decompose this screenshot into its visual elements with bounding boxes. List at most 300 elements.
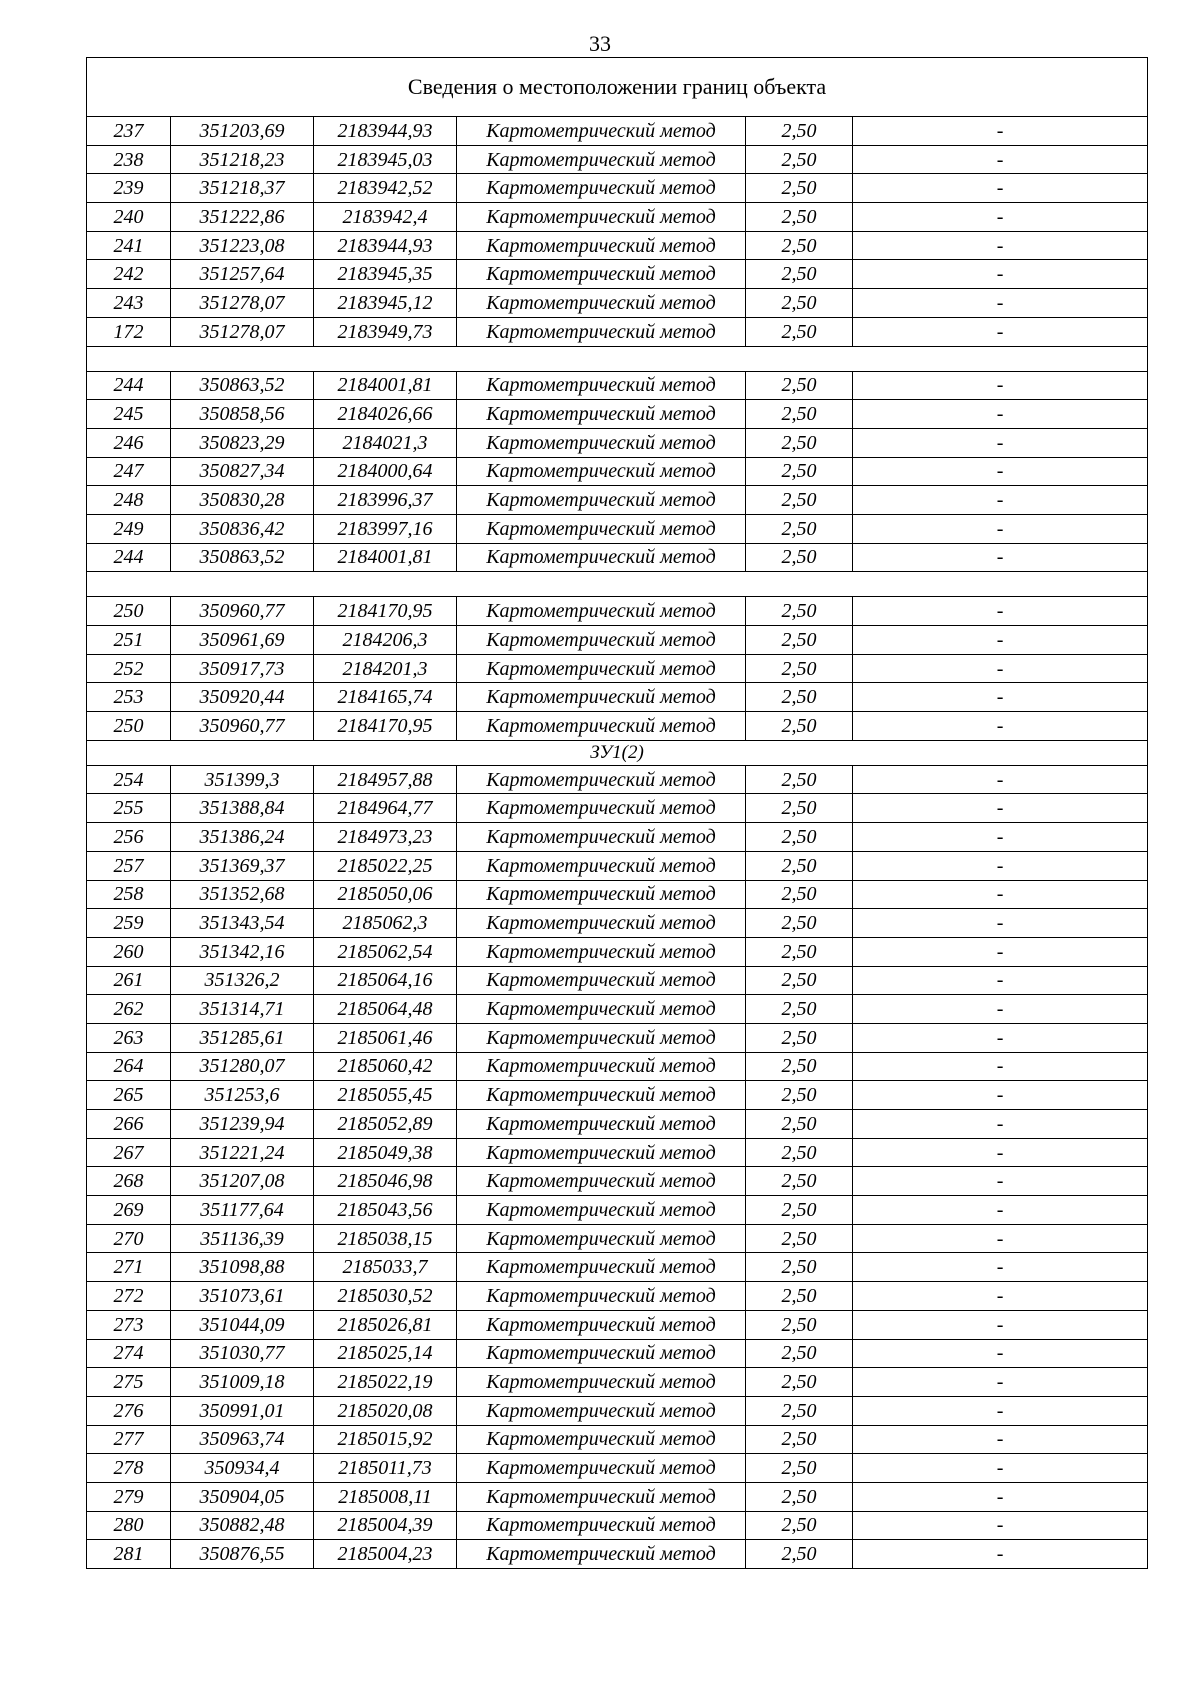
table-row	[87, 317, 1148, 346]
description-cell: -	[853, 1282, 1148, 1311]
y-coordinate-cell: 2185060,42	[314, 1052, 457, 1081]
method-cell: Картометрический метод	[457, 1023, 746, 1052]
method-cell: Картометрический метод	[457, 1482, 746, 1511]
table-row	[87, 851, 1148, 880]
x-coordinate-cell: 351239,94	[171, 1110, 314, 1139]
table-row	[87, 765, 1148, 794]
x-coordinate-cell: 351326,2	[171, 966, 314, 995]
table-row	[87, 543, 1148, 572]
method-cell: Картометрический метод	[457, 851, 746, 880]
method-cell: Картометрический метод	[457, 289, 746, 318]
table-row	[87, 1425, 1148, 1454]
y-coordinate-cell: 2185046,98	[314, 1167, 457, 1196]
table-row	[87, 712, 1148, 741]
table-row	[87, 231, 1148, 260]
y-coordinate-cell: 2185022,25	[314, 851, 457, 880]
accuracy-cell: 2,50	[746, 1282, 853, 1311]
x-coordinate-cell: 350836,42	[171, 514, 314, 543]
x-coordinate-cell: 351073,61	[171, 1282, 314, 1311]
method-cell: Картометрический метод	[457, 995, 746, 1024]
x-coordinate-cell: 350960,77	[171, 597, 314, 626]
method-cell: Картометрический метод	[457, 514, 746, 543]
accuracy-cell: 2,50	[746, 1368, 853, 1397]
accuracy-cell: 2,50	[746, 794, 853, 823]
table-row	[87, 626, 1148, 655]
contour-separator-row	[87, 572, 1148, 597]
x-coordinate-cell: 351352,68	[171, 880, 314, 909]
x-coordinate-cell: 350920,44	[171, 683, 314, 712]
description-cell: -	[853, 203, 1148, 232]
table-row	[87, 937, 1148, 966]
y-coordinate-cell: 2185033,7	[314, 1253, 457, 1282]
point-number-cell: 244	[87, 543, 171, 572]
description-cell: -	[853, 1482, 1148, 1511]
table-row	[87, 203, 1148, 232]
x-coordinate-cell: 350917,73	[171, 654, 314, 683]
table-row	[87, 1396, 1148, 1425]
method-cell: Картометрический метод	[457, 1081, 746, 1110]
y-coordinate-cell: 2185011,73	[314, 1454, 457, 1483]
point-number-cell: 276	[87, 1396, 171, 1425]
point-number-cell: 256	[87, 823, 171, 852]
description-cell: -	[853, 1167, 1148, 1196]
x-coordinate-cell: 350830,28	[171, 486, 314, 515]
accuracy-cell: 2,50	[746, 851, 853, 880]
accuracy-cell: 2,50	[746, 457, 853, 486]
accuracy-cell: 2,50	[746, 683, 853, 712]
section-label: ЗУ1(2)	[87, 740, 1148, 765]
point-number-cell: 279	[87, 1482, 171, 1511]
y-coordinate-cell: 2183945,35	[314, 260, 457, 289]
method-cell: Картометрический метод	[457, 1224, 746, 1253]
table-row	[87, 654, 1148, 683]
x-coordinate-cell: 350963,74	[171, 1425, 314, 1454]
accuracy-cell: 2,50	[746, 1224, 853, 1253]
table-row	[87, 1081, 1148, 1110]
table-row	[87, 457, 1148, 486]
description-cell: -	[853, 823, 1148, 852]
point-number-cell: 248	[87, 486, 171, 515]
accuracy-cell: 2,50	[746, 1196, 853, 1225]
description-cell: -	[853, 1224, 1148, 1253]
method-cell: Картометрический метод	[457, 597, 746, 626]
y-coordinate-cell: 2184170,95	[314, 712, 457, 741]
page-number: 33	[589, 31, 611, 56]
accuracy-cell: 2,50	[746, 1253, 853, 1282]
x-coordinate-cell: 351386,24	[171, 823, 314, 852]
accuracy-cell: 2,50	[746, 1339, 853, 1368]
y-coordinate-cell: 2184001,81	[314, 371, 457, 400]
y-coordinate-cell: 2184964,77	[314, 794, 457, 823]
x-coordinate-cell: 350876,55	[171, 1540, 314, 1569]
x-coordinate-cell: 350961,69	[171, 626, 314, 655]
method-cell: Картометрический метод	[457, 1540, 746, 1569]
method-cell: Картометрический метод	[457, 937, 746, 966]
y-coordinate-cell: 2184021,3	[314, 428, 457, 457]
accuracy-cell: 2,50	[746, 597, 853, 626]
table-row	[87, 966, 1148, 995]
x-coordinate-cell: 351221,24	[171, 1138, 314, 1167]
method-cell: Картометрический метод	[457, 428, 746, 457]
accuracy-cell: 2,50	[746, 203, 853, 232]
method-cell: Картометрический метод	[457, 1511, 746, 1540]
y-coordinate-cell: 2183944,93	[314, 231, 457, 260]
description-cell: -	[853, 966, 1148, 995]
y-coordinate-cell: 2185038,15	[314, 1224, 457, 1253]
point-number-cell: 269	[87, 1196, 171, 1225]
point-number-cell: 278	[87, 1454, 171, 1483]
table-row	[87, 909, 1148, 938]
description-cell: -	[853, 1052, 1148, 1081]
table-row	[87, 145, 1148, 174]
accuracy-cell: 2,50	[746, 289, 853, 318]
point-number-cell: 267	[87, 1138, 171, 1167]
table-body	[87, 58, 1148, 1569]
method-cell: Картометрический метод	[457, 683, 746, 712]
description-cell: -	[853, 626, 1148, 655]
x-coordinate-cell: 351222,86	[171, 203, 314, 232]
x-coordinate-cell: 351369,37	[171, 851, 314, 880]
method-cell: Картометрический метод	[457, 543, 746, 572]
accuracy-cell: 2,50	[746, 880, 853, 909]
description-cell: -	[853, 937, 1148, 966]
point-number-cell: 273	[87, 1310, 171, 1339]
point-number-cell: 240	[87, 203, 171, 232]
point-number-cell: 261	[87, 966, 171, 995]
method-cell: Картометрический метод	[457, 794, 746, 823]
description-cell: -	[853, 543, 1148, 572]
point-number-cell: 251	[87, 626, 171, 655]
table-row	[87, 1224, 1148, 1253]
y-coordinate-cell: 2184170,95	[314, 597, 457, 626]
point-number-cell: 172	[87, 317, 171, 346]
accuracy-cell: 2,50	[746, 428, 853, 457]
table-row	[87, 1023, 1148, 1052]
y-coordinate-cell: 2184206,3	[314, 626, 457, 655]
table-row	[87, 1167, 1148, 1196]
method-cell: Картометрический метод	[457, 371, 746, 400]
table-row	[87, 117, 1148, 146]
x-coordinate-cell: 350858,56	[171, 400, 314, 429]
x-coordinate-cell: 350882,48	[171, 1511, 314, 1540]
method-cell: Картометрический метод	[457, 400, 746, 429]
accuracy-cell: 2,50	[746, 400, 853, 429]
accuracy-cell: 2,50	[746, 909, 853, 938]
y-coordinate-cell: 2183949,73	[314, 317, 457, 346]
description-cell: -	[853, 1511, 1148, 1540]
description-cell: -	[853, 1310, 1148, 1339]
table-row	[87, 1052, 1148, 1081]
x-coordinate-cell: 351098,88	[171, 1253, 314, 1282]
description-cell: -	[853, 428, 1148, 457]
table-row	[87, 289, 1148, 318]
description-cell: -	[853, 1253, 1148, 1282]
x-coordinate-cell: 351399,3	[171, 765, 314, 794]
method-cell: Картометрический метод	[457, 1310, 746, 1339]
description-cell: -	[853, 371, 1148, 400]
table-row	[87, 371, 1148, 400]
point-number-cell: 275	[87, 1368, 171, 1397]
table-row	[87, 428, 1148, 457]
y-coordinate-cell: 2184973,23	[314, 823, 457, 852]
point-number-cell: 281	[87, 1540, 171, 1569]
method-cell: Картометрический метод	[457, 117, 746, 146]
point-number-cell: 258	[87, 880, 171, 909]
table-row	[87, 1368, 1148, 1397]
point-number-cell: 280	[87, 1511, 171, 1540]
description-cell: -	[853, 400, 1148, 429]
y-coordinate-cell: 2184201,3	[314, 654, 457, 683]
point-number-cell: 250	[87, 597, 171, 626]
x-coordinate-cell: 350863,52	[171, 543, 314, 572]
method-cell: Картометрический метод	[457, 231, 746, 260]
accuracy-cell: 2,50	[746, 317, 853, 346]
y-coordinate-cell: 2185025,14	[314, 1339, 457, 1368]
method-cell: Картометрический метод	[457, 1339, 746, 1368]
accuracy-cell: 2,50	[746, 1110, 853, 1139]
table-row	[87, 1339, 1148, 1368]
method-cell: Картометрический метод	[457, 457, 746, 486]
x-coordinate-cell: 351343,54	[171, 909, 314, 938]
accuracy-cell: 2,50	[746, 145, 853, 174]
y-coordinate-cell: 2185043,56	[314, 1196, 457, 1225]
table-row	[87, 683, 1148, 712]
accuracy-cell: 2,50	[746, 174, 853, 203]
method-cell: Картометрический метод	[457, 1253, 746, 1282]
point-number-cell: 239	[87, 174, 171, 203]
table-row	[87, 880, 1148, 909]
method-cell: Картометрический метод	[457, 1167, 746, 1196]
x-coordinate-cell: 350904,05	[171, 1482, 314, 1511]
x-coordinate-cell: 351223,08	[171, 231, 314, 260]
accuracy-cell: 2,50	[746, 514, 853, 543]
x-coordinate-cell: 351342,16	[171, 937, 314, 966]
point-number-cell: 266	[87, 1110, 171, 1139]
point-number-cell: 241	[87, 231, 171, 260]
y-coordinate-cell: 2185030,52	[314, 1282, 457, 1311]
method-cell: Картометрический метод	[457, 626, 746, 655]
x-coordinate-cell: 351280,07	[171, 1052, 314, 1081]
description-cell: -	[853, 117, 1148, 146]
table-row	[87, 514, 1148, 543]
point-number-cell: 250	[87, 712, 171, 741]
table-row	[87, 1511, 1148, 1540]
description-cell: -	[853, 1368, 1148, 1397]
y-coordinate-cell: 2185049,38	[314, 1138, 457, 1167]
x-coordinate-cell: 351177,64	[171, 1196, 314, 1225]
description-cell: -	[853, 765, 1148, 794]
description-cell: -	[853, 1081, 1148, 1110]
description-cell: -	[853, 486, 1148, 515]
accuracy-cell: 2,50	[746, 937, 853, 966]
method-cell: Картометрический метод	[457, 1368, 746, 1397]
x-coordinate-cell: 351314,71	[171, 995, 314, 1024]
y-coordinate-cell: 2185052,89	[314, 1110, 457, 1139]
point-number-cell: 244	[87, 371, 171, 400]
table-row	[87, 1138, 1148, 1167]
description-cell: -	[853, 794, 1148, 823]
accuracy-cell: 2,50	[746, 823, 853, 852]
x-coordinate-cell: 350960,77	[171, 712, 314, 741]
point-number-cell: 253	[87, 683, 171, 712]
point-number-cell: 264	[87, 1052, 171, 1081]
accuracy-cell: 2,50	[746, 626, 853, 655]
accuracy-cell: 2,50	[746, 1167, 853, 1196]
accuracy-cell: 2,50	[746, 966, 853, 995]
accuracy-cell: 2,50	[746, 1138, 853, 1167]
y-coordinate-cell: 2185064,16	[314, 966, 457, 995]
point-number-cell: 265	[87, 1081, 171, 1110]
description-cell: -	[853, 174, 1148, 203]
method-cell: Картометрический метод	[457, 1052, 746, 1081]
x-coordinate-cell: 351136,39	[171, 1224, 314, 1253]
method-cell: Картометрический метод	[457, 823, 746, 852]
point-number-cell: 242	[87, 260, 171, 289]
x-coordinate-cell: 351009,18	[171, 1368, 314, 1397]
description-cell: -	[853, 597, 1148, 626]
y-coordinate-cell: 2184001,81	[314, 543, 457, 572]
y-coordinate-cell: 2183944,93	[314, 117, 457, 146]
table-row	[87, 1196, 1148, 1225]
accuracy-cell: 2,50	[746, 1482, 853, 1511]
x-coordinate-cell: 351253,6	[171, 1081, 314, 1110]
x-coordinate-cell: 351203,69	[171, 117, 314, 146]
accuracy-cell: 2,50	[746, 543, 853, 572]
description-cell: -	[853, 851, 1148, 880]
point-number-cell: 249	[87, 514, 171, 543]
accuracy-cell: 2,50	[746, 1052, 853, 1081]
accuracy-cell: 2,50	[746, 1425, 853, 1454]
x-coordinate-cell: 351278,07	[171, 289, 314, 318]
accuracy-cell: 2,50	[746, 1310, 853, 1339]
description-cell: -	[853, 514, 1148, 543]
y-coordinate-cell: 2185020,08	[314, 1396, 457, 1425]
description-cell: -	[853, 712, 1148, 741]
x-coordinate-cell: 351257,64	[171, 260, 314, 289]
table-row	[87, 260, 1148, 289]
description-cell: -	[853, 1540, 1148, 1569]
y-coordinate-cell: 2185008,11	[314, 1482, 457, 1511]
separator-cell	[87, 572, 1148, 597]
description-cell: -	[853, 1425, 1148, 1454]
description-cell: -	[853, 260, 1148, 289]
point-number-cell: 238	[87, 145, 171, 174]
point-number-cell: 263	[87, 1023, 171, 1052]
y-coordinate-cell: 2185050,06	[314, 880, 457, 909]
table-row	[87, 1454, 1148, 1483]
y-coordinate-cell: 2185062,3	[314, 909, 457, 938]
x-coordinate-cell: 351388,84	[171, 794, 314, 823]
x-coordinate-cell: 350934,4	[171, 1454, 314, 1483]
description-cell: -	[853, 231, 1148, 260]
accuracy-cell: 2,50	[746, 654, 853, 683]
method-cell: Картометрический метод	[457, 486, 746, 515]
description-cell: -	[853, 145, 1148, 174]
method-cell: Картометрический метод	[457, 654, 746, 683]
table-row	[87, 597, 1148, 626]
table-row	[87, 400, 1148, 429]
description-cell: -	[853, 654, 1148, 683]
method-cell: Картометрический метод	[457, 909, 746, 938]
y-coordinate-cell: 2185026,81	[314, 1310, 457, 1339]
description-cell: -	[853, 1339, 1148, 1368]
x-coordinate-cell: 351278,07	[171, 317, 314, 346]
accuracy-cell: 2,50	[746, 1023, 853, 1052]
table-row	[87, 174, 1148, 203]
table-row	[87, 1482, 1148, 1511]
method-cell: Картометрический метод	[457, 712, 746, 741]
point-number-cell: 255	[87, 794, 171, 823]
description-cell: -	[853, 1196, 1148, 1225]
table-title: Сведения о местоположении границ объекта	[87, 58, 1148, 117]
method-cell: Картометрический метод	[457, 1454, 746, 1483]
accuracy-cell: 2,50	[746, 995, 853, 1024]
method-cell: Картометрический метод	[457, 145, 746, 174]
point-number-cell: 260	[87, 937, 171, 966]
accuracy-cell: 2,50	[746, 371, 853, 400]
point-number-cell: 274	[87, 1339, 171, 1368]
description-cell: -	[853, 995, 1148, 1024]
description-cell: -	[853, 1023, 1148, 1052]
method-cell: Картометрический метод	[457, 1425, 746, 1454]
accuracy-cell: 2,50	[746, 486, 853, 515]
x-coordinate-cell: 350991,01	[171, 1396, 314, 1425]
description-cell: -	[853, 909, 1148, 938]
y-coordinate-cell: 2183997,16	[314, 514, 457, 543]
method-cell: Картометрический метод	[457, 765, 746, 794]
table-row	[87, 823, 1148, 852]
accuracy-cell: 2,50	[746, 1540, 853, 1569]
method-cell: Картометрический метод	[457, 260, 746, 289]
method-cell: Картометрический метод	[457, 1110, 746, 1139]
y-coordinate-cell: 2184165,74	[314, 683, 457, 712]
method-cell: Картометрический метод	[457, 174, 746, 203]
description-cell: -	[853, 880, 1148, 909]
y-coordinate-cell: 2185015,92	[314, 1425, 457, 1454]
x-coordinate-cell: 351285,61	[171, 1023, 314, 1052]
method-cell: Картометрический метод	[457, 203, 746, 232]
point-number-cell: 237	[87, 117, 171, 146]
accuracy-cell: 2,50	[746, 117, 853, 146]
accuracy-cell: 2,50	[746, 231, 853, 260]
y-coordinate-cell: 2183945,12	[314, 289, 457, 318]
table-row	[87, 1110, 1148, 1139]
point-number-cell: 259	[87, 909, 171, 938]
y-coordinate-cell: 2184000,64	[314, 457, 457, 486]
accuracy-cell: 2,50	[746, 1454, 853, 1483]
accuracy-cell: 2,50	[746, 1396, 853, 1425]
y-coordinate-cell: 2184026,66	[314, 400, 457, 429]
y-coordinate-cell: 2185055,45	[314, 1081, 457, 1110]
y-coordinate-cell: 2183996,37	[314, 486, 457, 515]
contour-separator-row	[87, 346, 1148, 371]
x-coordinate-cell: 351218,23	[171, 145, 314, 174]
separator-cell	[87, 346, 1148, 371]
y-coordinate-cell: 2183942,4	[314, 203, 457, 232]
x-coordinate-cell: 351207,08	[171, 1167, 314, 1196]
accuracy-cell: 2,50	[746, 1511, 853, 1540]
description-cell: -	[853, 1396, 1148, 1425]
table-row	[87, 995, 1148, 1024]
y-coordinate-cell: 2185022,19	[314, 1368, 457, 1397]
x-coordinate-cell: 350863,52	[171, 371, 314, 400]
x-coordinate-cell: 350827,34	[171, 457, 314, 486]
description-cell: -	[853, 1138, 1148, 1167]
point-number-cell: 254	[87, 765, 171, 794]
accuracy-cell: 2,50	[746, 712, 853, 741]
description-cell: -	[853, 1454, 1148, 1483]
point-number-cell: 243	[87, 289, 171, 318]
